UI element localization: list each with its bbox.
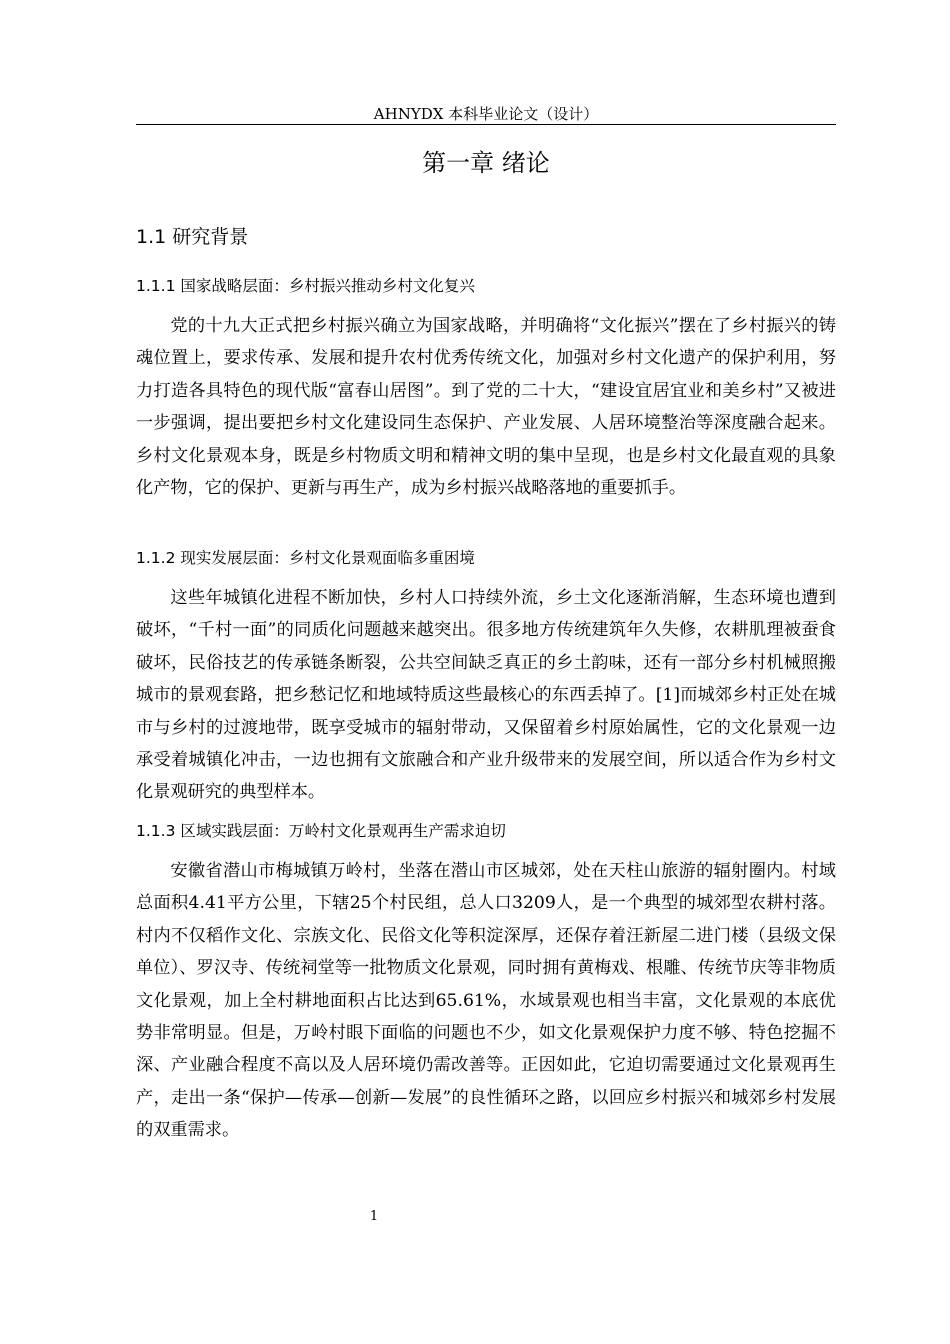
running-header: AHNYDX 本科毕业论文（设计） [373,105,599,123]
subsection-heading-1: 1.1.1 国家战略层面：乡村振兴推动乡村文化复兴 [136,277,475,295]
body-paragraph-2: 这些年城镇化进程不断加快，乡村人口持续外流，乡土文化逐渐消解，生态环境也遭到破坏，“千村一面”的同质化问题越来越突出。很多地方传统建筑年久失修，农耕肌理被蚕食破坏，民俗技艺的传承链条断裂，公共空间缺乏真正的乡土韵味，还有一部分乡村机械照搬城市的景观套路，把乡愁记忆和地域特质这些最核心的东西丢掉了。[1]而城郊乡村正处在城市与乡村的过渡地带，既享受城市的辐射带动，又保留着乡村原始属性，它的文化景观一边承受着城镇化冲击，一边也拥有文旅融合和产业升级带来的发展空间，所以适合作为乡村文化景观研究的典型样本。 [136,588,836,803]
section-heading: 1.1 研究背景 [136,226,249,248]
page-number: 1 [369,1209,379,1224]
subsection-heading-2: 1.1.2 现实发展层面：乡村文化景观面临多重困境 [136,549,475,567]
header-rule [136,124,836,125]
body-paragraph-1: 党的十九大正式把乡村振兴确立为国家战略，并明确将“文化振兴”摆在了乡村振兴的铸魂位置上，要求传承、发展和提升农村优秀传统文化，加强对乡村文化遗产的保护利用，努力打造各具特色的现代版“富春山居图”。到了党的二十大，“建设宜居宜业和美乡村”又被进一步强调，提出要把乡村文化建设同生态保护、产业发展、人居环境整治等深度融合起来。乡村文化景观本身，既是乡村物质文明和精神文明的集中呈现，也是乡村文化最直观的具象化产物，它的保护、更新与再生产，成为乡村振兴战略落地的重要抓手。 [136,316,836,499]
chapter-title: 第一章 绪论 [422,149,550,177]
body-paragraph-3: 安徽省潜山市梅城镇万岭村，坐落在潜山市区城郊，处在天柱山旅游的辐射圈内。村域总面积4.41平方公里，下辖25个村民组，总人口3209人，是一个典型的城郊型农耕村落。村内不仅稻作文化、宗族文化、民俗文化等积淀深厚，还保存着汪新屋二进门楼（县级文保单位）、罗汉寺、传统祠堂等一批物质文化景观，同时拥有黄梅戏、根雕、传统节庆等非物质文化景观，加上全村耕地面积占比达到65.61%，水域景观也相当丰富，文化景观的本底优势非常明显。但是，万岭村眼下面临的问题也不少，如文化景观保护力度不够、特色挖掘不深、产业融合程度不高以及人居环境仍需改善等。正因如此，它迫切需要通过文化景观再生产，走出一条“保护—传承—创新—发展”的良性循环之路，以回应乡村振兴和城郊乡村发展的双重需求。 [136,861,836,1141]
subsection-heading-3: 1.1.3 区域实践层面：万岭村文化景观再生产需求迫切 [136,822,506,840]
